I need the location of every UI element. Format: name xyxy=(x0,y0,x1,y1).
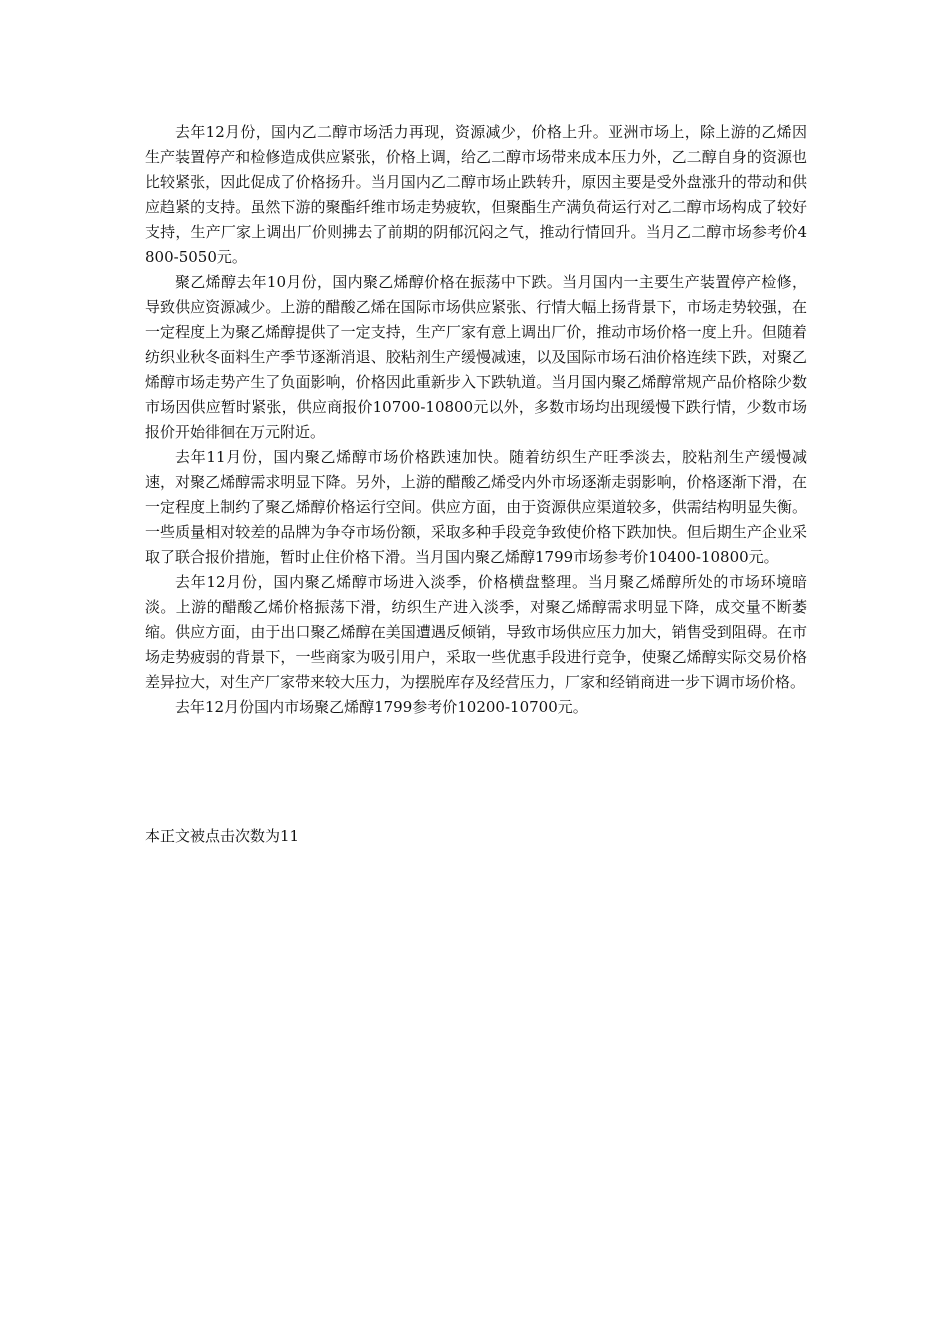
paragraph-pva-december: 去年12月份，国内聚乙烯醇市场进入淡季，价格横盘整理。当月聚乙烯醇所处的市场环境暗淡。上游的醋酸乙烯价格振荡下滑，纺织生产进入淡季，对聚乙烯醇需求明显下降，成交量不断萎缩。供应方面，由于出口聚乙烯醇在美国遭遇反倾销，导致市场供应压力加大，销售受到阻碍。在市场走势疲弱的背景下，一些商家为吸引用户，采取一些优惠手段进行竞争，使聚乙烯醇实际交易价格差异拉大，对生产厂家带来较大压力，为摆脱库存及经营压力，厂家和经销商进一步下调市场价格。 xyxy=(145,573,807,691)
paragraph-ethylene-glycol-december: 去年12月份，国内乙二醇市场活力再现，资源减少，价格上升。亚洲市场上，除上游的乙烯因生产装置停产和检修造成供应紧张，价格上调，给乙二醇市场带来成本压力外，乙二醇自身的资源也比较紧张，因此促成了价格扬升。当月国内乙二醇市场止跌转升，原因主要是受外盘涨升的带动和供应趋紧的支持。虽然下游的聚酯纤维市场走势疲软，但聚酯生产满负荷运行对乙二醇市场构成了较好支持，生产厂家上调出厂价则拂去了前期的阴郁沉闷之气，推动行情回升。当月乙二醇市场参考价4800-5050元。 xyxy=(145,123,807,266)
paragraph-pva-october: 聚乙烯醇去年10月份，国内聚乙烯醇价格在振荡中下跌。当月国内一主要生产装置停产检修，导致供应资源减少。上游的醋酸乙烯在国际市场供应紧张、行情大幅上扬背景下，市场走势较强，在一定程度上为聚乙烯醇提供了一定支持，生产厂家有意上调出厂价，推动市场价格一度上升。但随着纺织业秋冬面料生产季节逐渐消退、胶粘剂生产缓慢减速，以及国际市场石油价格连续下跌，对聚乙烯醇市场走势产生了负面影响，价格因此重新步入下跌轨道。当月国内聚乙烯醇常规产品价格除少数市场因供应暂时紧张，供应商报价10700-10800元以外，多数市场均出现缓慢下跌行情，少数市场报价开始徘徊在万元附近。 xyxy=(145,273,807,441)
article-body xyxy=(145,120,807,720)
click-count-text: 本正文被点击次数为11 xyxy=(145,827,300,845)
paragraph-pva-november: 去年11月份，国内聚乙烯醇市场价格跌速加快。随着纺织生产旺季淡去，胶粘剂生产缓慢减速，对聚乙烯醇需求明显下降。另外，上游的醋酸乙烯受内外市场逐渐走弱影响，价格逐渐下滑，在一定程度上制约了聚乙烯醇价格运行空间。供应方面，由于资源供应渠道较多，供需结构明显失衡。一些质量相对较差的品牌为争夺市场份额，采取多种手段竞争致使价格下跌加快。但后期生产企业采取了联合报价措施，暂时止住价格下滑。当月国内聚乙烯醇1799市场参考价10400-10800元。 xyxy=(145,448,807,566)
paragraph-pva-december-price: 去年12月份国内市场聚乙烯醇1799参考价10200-10700元。 xyxy=(175,698,588,716)
